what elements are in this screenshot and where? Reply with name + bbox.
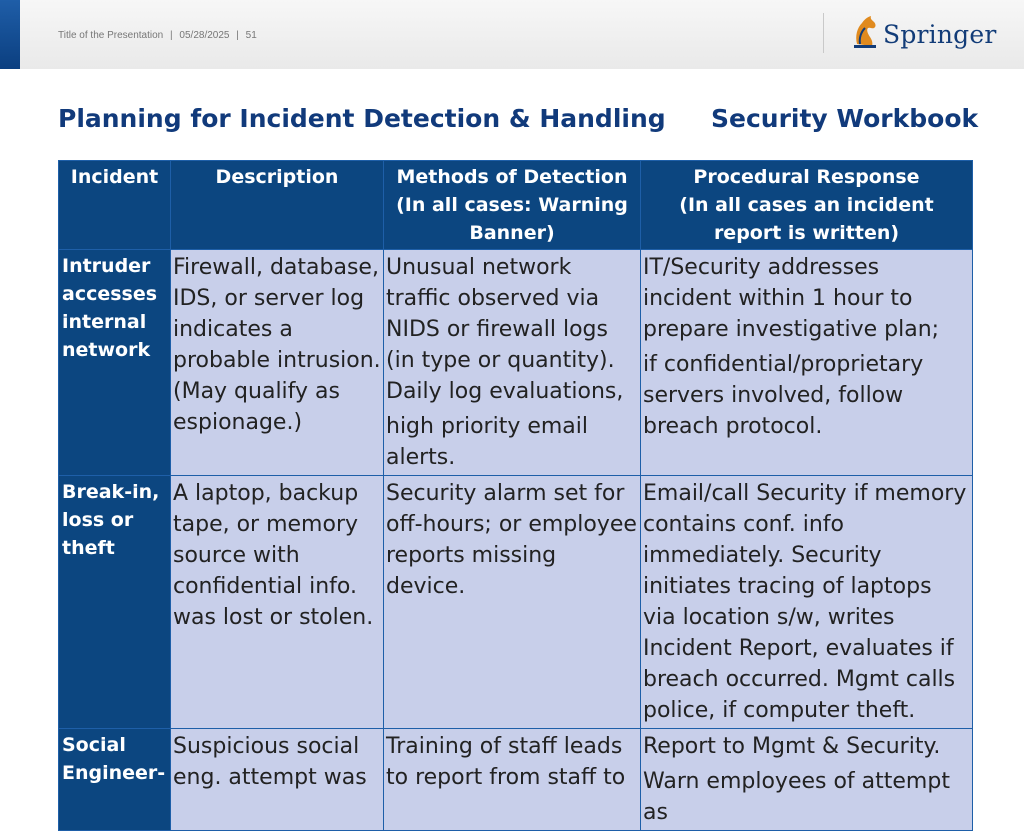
response-text: Warn employees of attempt as xyxy=(643,769,950,825)
header-response xyxy=(641,161,973,250)
slide-subtitle: Security Workbook xyxy=(711,104,979,133)
description-cell: Suspicious social eng. attempt was xyxy=(171,729,384,831)
slide-header xyxy=(0,0,1024,69)
response-text: if confidential/proprietary servers involved, follow breach protocol. xyxy=(643,352,924,439)
response-text: Report to Mgmt & Security. xyxy=(643,734,941,759)
response-cell xyxy=(641,476,973,729)
response-text: Email/call Security if memory contains conf. info immediately. Security initiates tracing of laptops via location s/w, writes Incident Report, evaluates if breach occurred. Mgmt calls police, if computer theft. xyxy=(643,481,967,723)
springer-horse-icon xyxy=(851,14,879,54)
springer-logo xyxy=(851,14,997,54)
response-text: IT/Security addresses incident within 1 hour to prepare investigative plan; xyxy=(643,255,940,342)
meta-separator: | xyxy=(236,30,239,41)
description-cell: A laptop, backup tape, or memory source with confidential info. was lost or stolen. xyxy=(171,476,384,729)
incident-cell: Intruder accesses internal network xyxy=(59,250,171,476)
header-incident: Incident xyxy=(59,161,171,250)
header-response-note: (In all cases an incident report is written) xyxy=(679,194,934,244)
incident-cell: Social Engineer- xyxy=(59,729,171,831)
meta-separator: | xyxy=(170,30,173,41)
table-row xyxy=(59,250,973,476)
description-cell: Firewall, database, IDS, or server log indicates a probable intrusion. (May qualify as espionage.) xyxy=(171,250,384,476)
detection-cell xyxy=(384,476,641,729)
incident-cell: Break-in, loss or theft xyxy=(59,476,171,729)
slide-title: Planning for Incident Detection & Handling xyxy=(58,104,666,133)
table-row xyxy=(59,729,973,831)
detection-cell xyxy=(384,729,641,831)
presentation-date: 05/28/2025 xyxy=(179,30,230,41)
detection-text: high priority email alerts. xyxy=(386,414,589,470)
logo-text: Springer xyxy=(883,19,997,49)
presentation-title: Title of the Presentation xyxy=(58,30,164,41)
header-detection-note: (In all cases: Warning Banner) xyxy=(396,194,628,244)
header-detection xyxy=(384,161,641,250)
detection-text: Unusual network traffic observed via NIDS or firewall logs (in type or quantity). Daily log evaluations, xyxy=(386,255,624,404)
header-meta xyxy=(58,30,257,41)
header-detection-title: Methods of Detection xyxy=(396,166,628,188)
table-row xyxy=(59,476,973,729)
detection-text: Training of staff leads to report from staff to xyxy=(386,734,626,790)
header-description: Description xyxy=(171,161,384,250)
detection-cell xyxy=(384,250,641,476)
response-cell xyxy=(641,729,973,831)
page-number: 51 xyxy=(245,30,257,41)
header-divider xyxy=(823,13,824,53)
incident-table xyxy=(58,160,973,831)
detection-text: Security alarm set for off-hours; or employee reports missing device. xyxy=(386,481,637,599)
header-response-title: Procedural Response xyxy=(693,166,920,188)
table-header-row xyxy=(59,161,973,250)
header-accent-bar xyxy=(0,0,20,69)
response-cell xyxy=(641,250,973,476)
